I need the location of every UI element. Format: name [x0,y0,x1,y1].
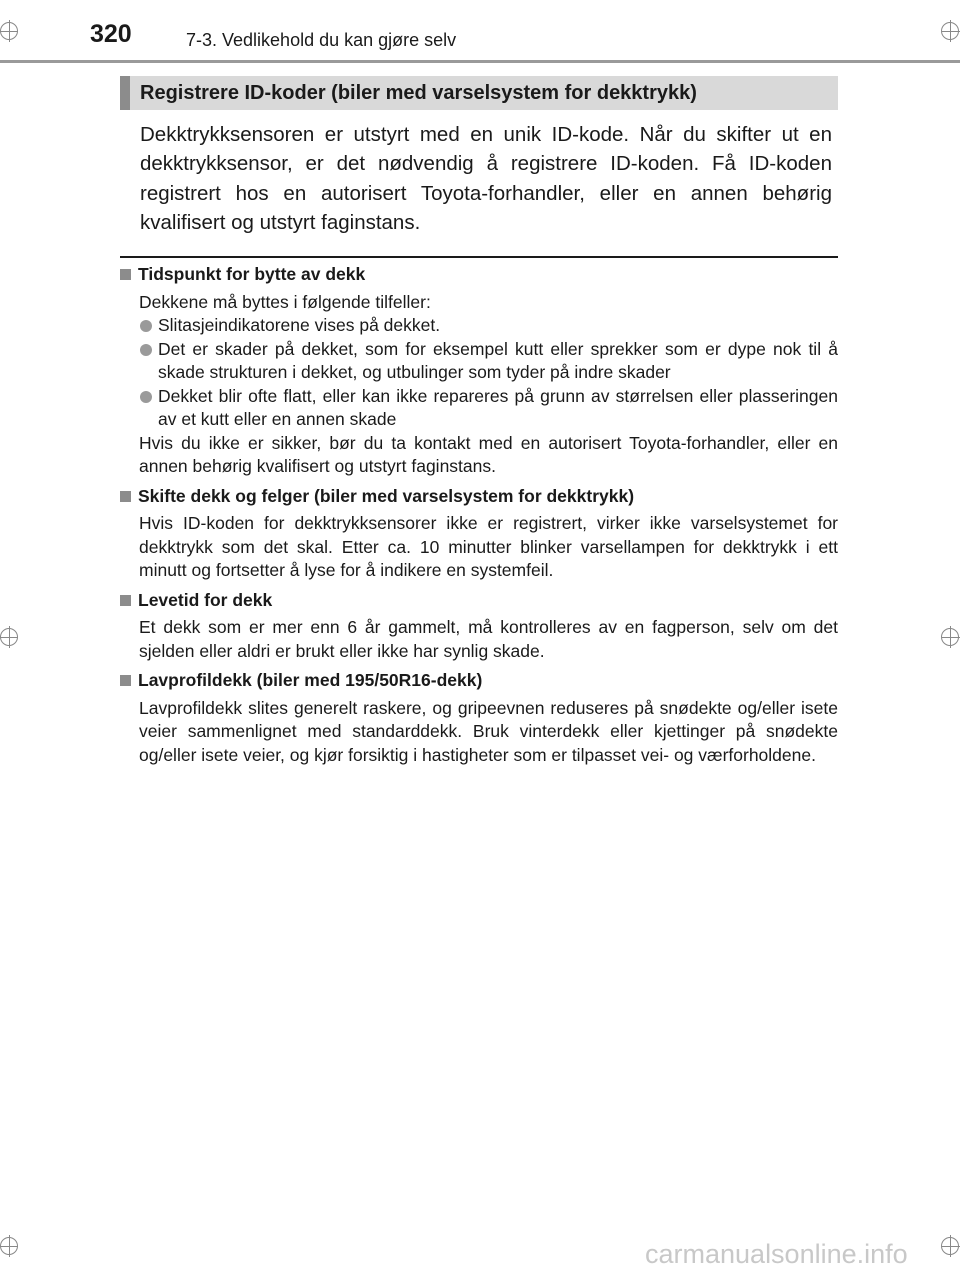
list-item [120,385,838,432]
subheading-text: Skifte dekk og felger (biler med varselsystem for dekktrykk) [138,485,635,506]
subheading-tire-lifespan [120,589,838,613]
circle-bullet-icon [140,391,152,403]
section-title: Registrere ID-koder (biler med varselsystem for dekktrykk) [140,82,697,104]
list-item [120,338,838,385]
subheading-text: Tidspunkt for bytte av dekk [138,264,366,284]
square-bullet-icon [120,675,131,686]
subheading-text: Levetid for dekk [138,589,273,610]
watermark: carmanualsonline.info [645,1239,908,1269]
page-number: 320 [90,20,132,48]
list-item-text: Slitasjeindikatorene vises på dekket. [158,315,441,335]
body-text: Lavprofildekk slites generelt raskere, og gripeevnen reduseres på snødekte og/eller isete veier sammenlignet med standarddekk. Bruk vinterdekk eller kjettinger på snødekte og/eller isete veier, og kjør forsiktig i hastigheter som er tilpasset vei- og værforholdene. [139,697,838,765]
body-text: Dekkene må byttes i følgende tilfeller: [139,291,431,312]
divider [120,256,838,258]
list-item [120,314,838,338]
square-bullet-icon [120,269,131,280]
section-label: 7-3. Vedlikehold du kan gjøre selv [186,30,457,50]
subheading-tire-replacement [120,263,838,287]
body-text: Hvis ID-koden for dekktrykksensorer ikke er registrert, virker ikke varselsystemet for dekktrykk som det skal. Etter ca. 10 minutter blinker varsellampen for dekktrykk i ett minutt og fortsetter å lyse for å indikere en systemfeil. [139,513,838,580]
circle-bullet-icon [140,344,152,356]
body-text: Et dekk som er mer enn 6 år gammelt, må kontrolleres av en fagperson, selv om det sjelden eller aldri er brukt eller ikke har synlig skade. [139,617,838,661]
content [120,263,838,767]
list-item-text: Dekket blir ofte flatt, eller kan ikke repareres på grunn av størrelsen eller plasseringen av et kutt eller en annen skade [158,385,838,429]
subheading-text: Lavprofildekk (biler med 195/50R16-dekk) [138,670,483,690]
title-accent [120,76,130,110]
square-bullet-icon [120,595,131,606]
circle-bullet-icon [140,320,152,332]
section-title-bar [120,76,838,110]
header-rule [0,60,960,63]
square-bullet-icon [120,491,131,502]
body-text: Hvis du ikke er sikker, bør du ta kontakt med en autorisert Toyota-forhandler, eller en annen behørig kvalifisert og utstyrt faginstans. [139,432,838,476]
intro-paragraph: Dekktrykksensoren er utstyrt med en unik ID-kode. Når du skifter ut en dekktrykksensor, er det nødvendig å registrere ID-koden. Få ID-koden registrert hos en autorisert Toyota-forhandler, eller en annen behørig kvalifisert og utstyrt faginstans. [140,123,832,234]
subheading-tire-rim-change [120,485,838,509]
list-item-text: Det er skader på dekket, som for eksempel kutt eller sprekker som er dype nok til å skade strukturen i dekket, og utbulinger som tyder på indre skader [158,338,838,382]
subheading-low-profile-tires [120,669,838,693]
